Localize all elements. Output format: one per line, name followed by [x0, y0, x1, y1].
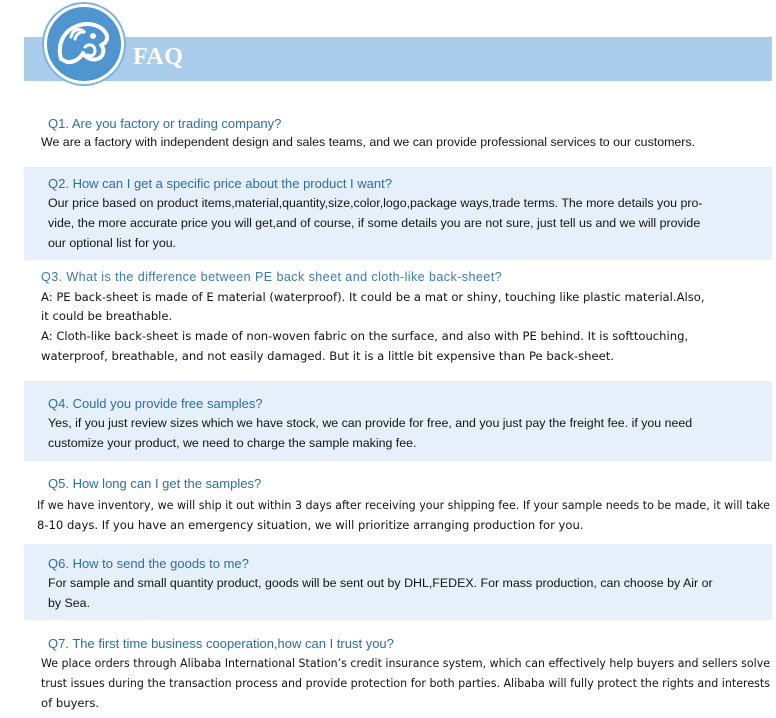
faq-question-2: Q2. How can I get a specific price about the product I want? — [48, 176, 392, 191]
logo-badge — [44, 4, 124, 84]
faq-answer-1-line-1: We are a factory with independent design and sales teams, and we can provide professional services to our customers. — [41, 135, 696, 149]
faq-question-5: Q5. How long can I get the samples? — [48, 476, 262, 491]
faq-question-4: Q4. Could you provide free samples? — [48, 396, 263, 411]
faq-question-7: Q7. The first time business cooperation,how can I trust you? — [48, 636, 394, 651]
faq-answer-2-line-2: vide, the more accurate price you will get,and of course, if some details you are not sure, just tell us and we will provide — [48, 216, 701, 230]
mother-child-animal-icon — [47, 7, 121, 81]
faq-answer-7-line-1: We place orders through Alibaba International Station’s credit insurance system, which can effectively help buyers and sellers solve — [41, 656, 771, 670]
faq-answer-2-line-3: our optional list for you. — [48, 236, 177, 250]
faq-answer-3-line-1: A: PE back-sheet is made of E material (waterproof). It could be a mat or shiny, touching like plastic material.Also, — [41, 290, 705, 304]
faq-answer-7-line-3: of buyers. — [41, 696, 100, 710]
faq-answer-6-line-1: For sample and small quantity product, goods will be sent out by DHL,FEDEX. For mass production, can choose by Air or — [48, 576, 713, 590]
faq-answer-6-line-2: by Sea. — [48, 596, 91, 610]
faq-answer-3-line-4: waterproof, breathable, and not easily damaged. But it is a little bit expensive than Pe back-sheet. — [41, 349, 614, 363]
faq-answer-4-line-2: customize your product, we need to charge the sample making fee. — [48, 436, 417, 450]
faq-answer-5-line-1: If we have inventory, we will ship it out within 3 days after receiving your shipping fee. If your sample needs to be made, it will take — [37, 498, 770, 512]
faq-answer-3-line-2: it could be breathable. — [41, 309, 173, 323]
faq-question-6: Q6. How to send the goods to me? — [48, 556, 249, 571]
page-title: FAQ — [133, 44, 184, 70]
faq-question-3: Q3. What is the difference between PE back sheet and cloth-like back-sheet? — [41, 270, 502, 284]
faq-question-1: Q1. Are you factory or trading company? — [48, 116, 282, 131]
faq-answer-3-line-3: A: Cloth-like back-sheet is made of non-woven fabric on the surface, and also with PE behind. It is softtouching, — [41, 329, 689, 343]
faq-answer-7-line-2: trust issues during the transaction process and provide protection for both parties. Alibaba will fully protect the rights and interests — [41, 676, 771, 690]
faq-answer-5-line-2: 8-10 days. If you have an emergency situation, we will prioritize arranging production for you. — [37, 518, 584, 532]
faq-answer-2-line-1: Our price based on product items,material,quantity,size,color,logo,package ways,trade terms. The more details you pro- — [48, 196, 703, 210]
faq-answer-4-line-1: Yes, if you just review sizes which we have stock, we can provide for free, and you just pay the freight fee. if you need — [48, 416, 693, 430]
